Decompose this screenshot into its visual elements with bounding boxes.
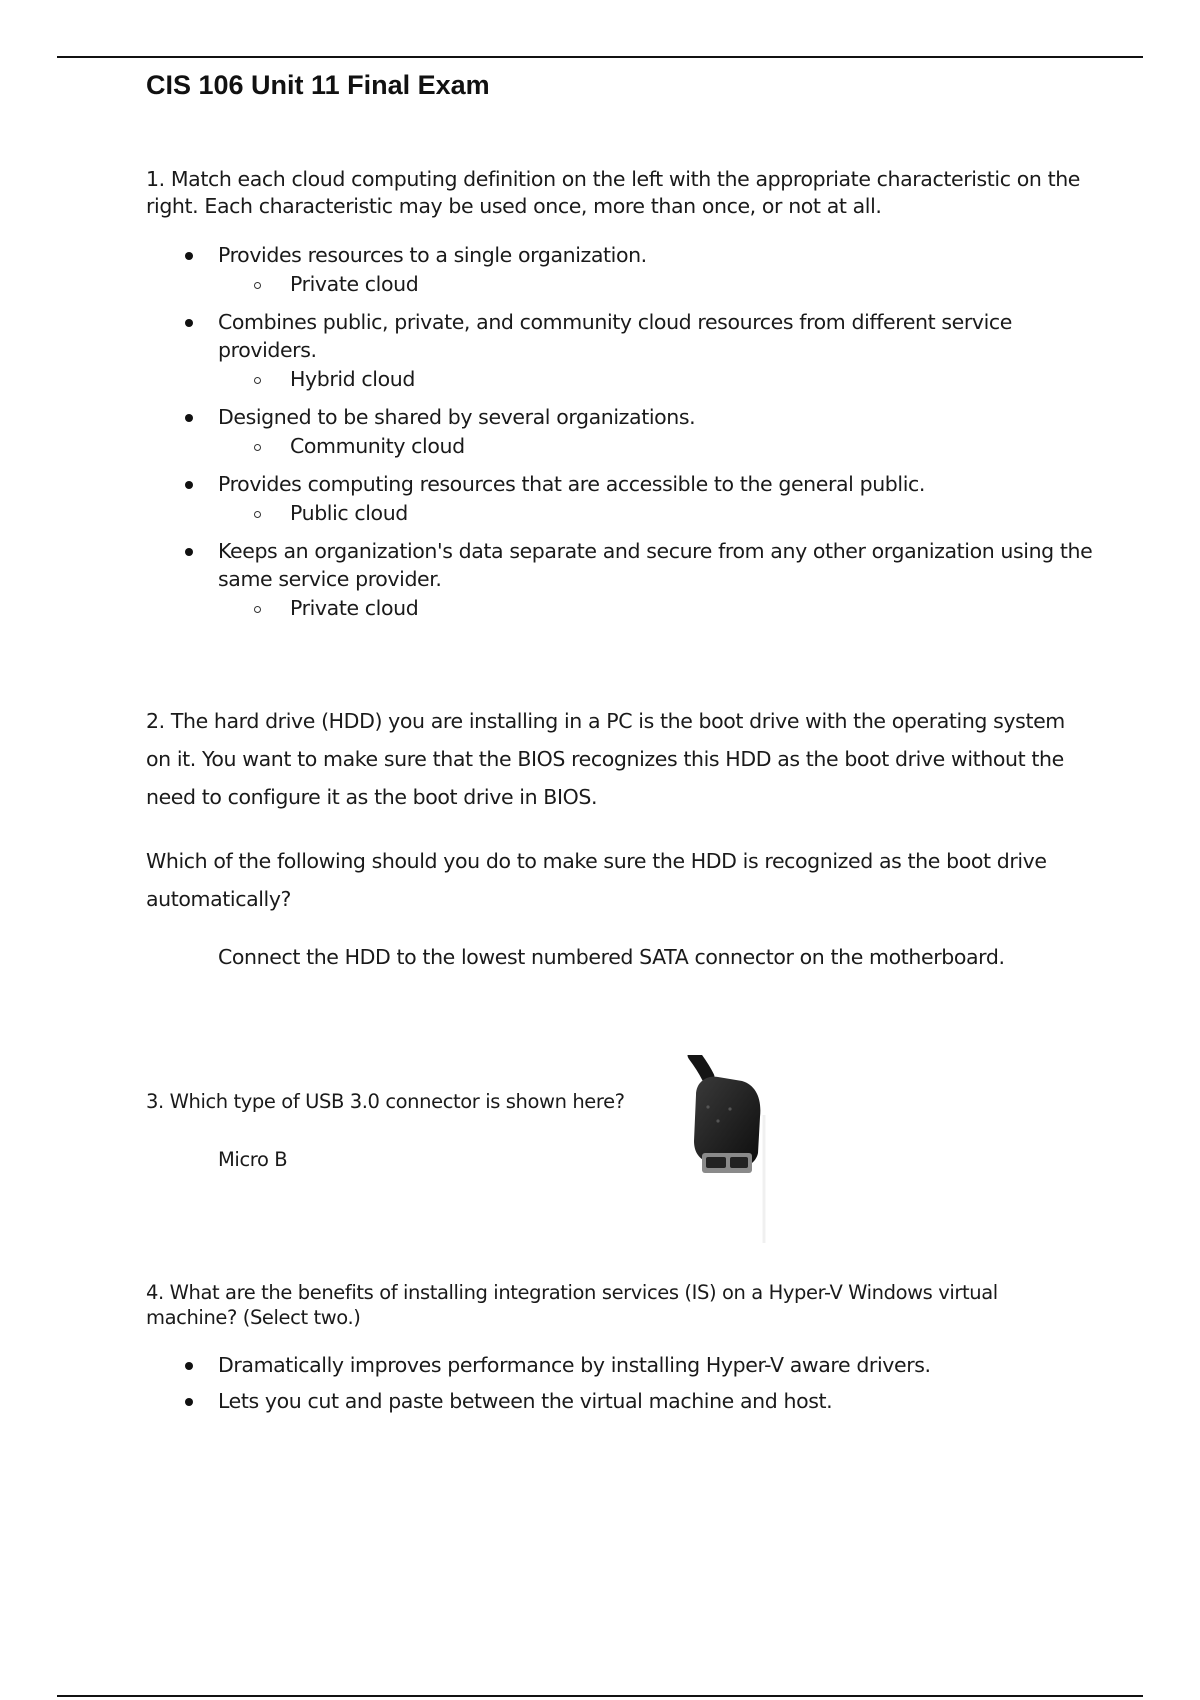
question-1-prompt: 1. Match each cloud computing definition on the left with the appropriate characteristic on the right. Each characteristic may be used once, more than once, or not at all. [146, 167, 1081, 218]
list-item: Lets you cut and paste between the virtual machine and host. [146, 1387, 1106, 1415]
list-item [146, 537, 1106, 622]
usb-micro-b-connector-icon [686, 1055, 786, 1245]
question-3-answer: Micro B [218, 1148, 288, 1171]
answer-text: Community cloud [218, 432, 1106, 460]
answer-text: Hybrid cloud [218, 365, 1106, 393]
question-3-prompt: 3. Which type of USB 3.0 connector is shown here? [146, 1090, 625, 1113]
question-4-list [146, 1351, 1106, 1423]
list-item [146, 470, 1106, 527]
definition-text: Provides computing resources that are accessible to the general public. [218, 472, 925, 496]
definition-text: Keeps an organization's data separate and secure from any other organization using the same service provider. [218, 539, 1093, 591]
list-item [146, 241, 1106, 298]
answer-text: Private cloud [218, 270, 1106, 298]
bottom-rule [57, 1695, 1143, 1697]
definition-text: Combines public, private, and community cloud resources from different service providers. [218, 310, 1013, 362]
list-item: Dramatically improves performance by installing Hyper-V aware drivers. [146, 1351, 1106, 1379]
question-2-answer: Connect the HDD to the lowest numbered SATA connector on the motherboard. [218, 945, 1005, 969]
list-item [146, 308, 1106, 393]
definition-text: Designed to be shared by several organizations. [218, 405, 696, 429]
question-4-prompt: 4. What are the benefits of installing integration services (IS) on a Hyper-V Windows virtual machine? (Select two.) [146, 1281, 998, 1329]
page-title: CIS 106 Unit 11 Final Exam [146, 70, 490, 100]
answer-text: Public cloud [218, 499, 1106, 527]
question-1-list [146, 241, 1106, 632]
list-item [146, 403, 1106, 460]
top-rule [57, 56, 1143, 58]
question-2-question: Which of the following should you do to make sure the HDD is recognized as the boot drive automatically? [146, 849, 1047, 911]
answer-text: Private cloud [218, 594, 1106, 622]
question-2-prompt: 2. The hard drive (HDD) you are installing in a PC is the boot drive with the operating system on it. You want to make sure that the BIOS recognizes this HDD as the boot drive without the need to configure it as the boot drive in BIOS. [146, 709, 1065, 809]
definition-text: Provides resources to a single organization. [218, 243, 647, 267]
